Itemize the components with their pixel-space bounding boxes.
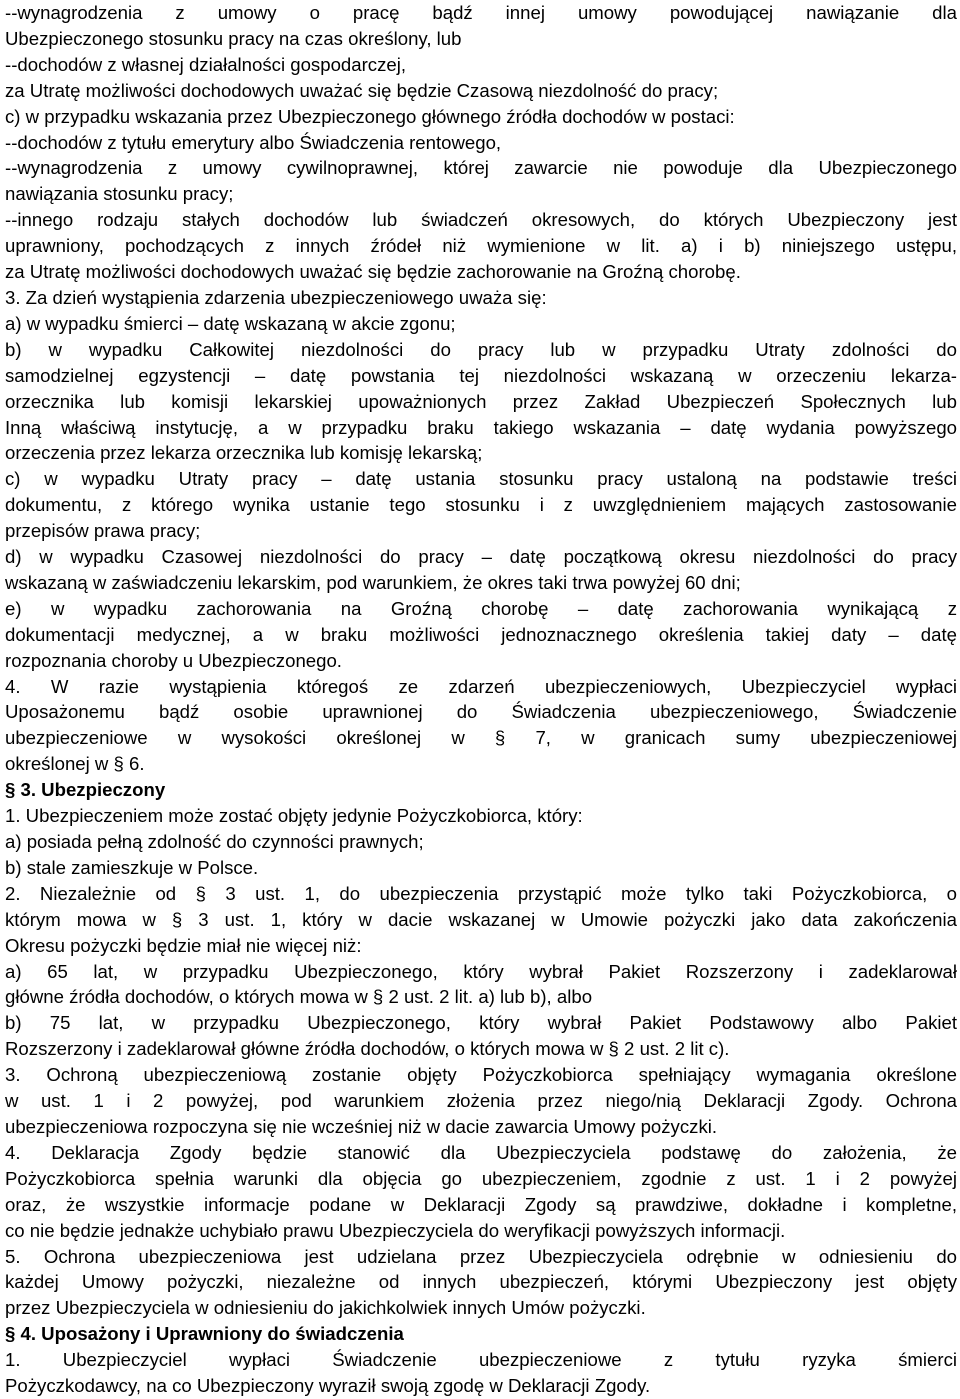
text-line: --wynagrodzenia z umowy o pracę bądź innej umowy powodującej nawiązanie dla	[5, 2, 957, 23]
text-line: oraz, że wszystkie informacje podane w Deklaracji Zgody są prawdziwe, dokładne i kompletne,	[5, 1193, 957, 1215]
text-line: --dochodów z własnej działalności gospodarczej,	[5, 53, 407, 75]
text-line: 5. Ochrona ubezpieczeniowa jest udzielana przez Ubezpieczyciela odrębnie w odniesieniu do	[5, 1245, 957, 1267]
text-line: którym mowa w § 3 ust. 1, który w dacie wskazanej w Umowie pożyczki jako data zakończenia	[5, 908, 957, 930]
text-line: 3. Za dzień wystąpienia zdarzenia ubezpieczeniowego uważa się:	[5, 286, 547, 308]
text-line: orzeczenia przez lekarza orzecznika lub komisję lekarską;	[5, 442, 483, 464]
text-line: 1. Ubezpieczeniem może zostać objęty jedynie Pożyczkobiorca, który:	[5, 805, 583, 827]
text-line: ubezpieczeniowa rozpoczyna się nie wcześniej niż w dacie zawarcia Umowy pożyczki.	[5, 1115, 718, 1137]
text-line: c) w wypadku Utraty pracy – datę ustania stosunku pracy ustaloną na podstawie treści	[5, 468, 957, 490]
text-line: w ust. 1 i 2 powyżej, pod warunkiem złożenia przez niego/nią Deklaracji Zgody. Ochrona	[5, 1090, 957, 1112]
text-line: przepisów prawa pracy;	[5, 520, 201, 542]
text-line: b) w wypadku Całkowitej niezdolności do pracy lub w przypadku Utraty zdolności do	[5, 338, 957, 360]
text-line: d) w wypadku Czasowej niezdolności do pracy – datę początkową okresu niezdolności do pracy	[5, 546, 957, 568]
text-line: e) w wypadku zachorowania na Groźną chorobę – datę zachorowania wynikającą z	[5, 597, 957, 619]
text-line: Okresu pożyczki będzie miał nie więcej niż:	[5, 934, 362, 956]
text-line: a) w wypadku śmierci – datę wskazaną w akcie zgonu;	[5, 312, 456, 334]
text-line: c) w przypadku wskazania przez Ubezpieczonego głównego źródła dochodów w postaci:	[5, 105, 735, 127]
text-line: a) 65 lat, w przypadku Ubezpieczonego, który wybrał Pakiet Rozszerzony i zadeklarował	[5, 960, 957, 982]
text-line: b) 75 lat, w przypadku Ubezpieczonego, który wybrał Pakiet Podstawowy albo Pakiet	[5, 1012, 957, 1034]
text-line: Pożyczkodawcy, na co Ubezpieczony wyraził swoją zgodę w Deklaracji Zgody.	[5, 1375, 651, 1397]
section-heading: § 4. Uposażony i Uprawniony do świadczenia	[5, 1323, 404, 1345]
text-line: Inną właściwą instytucję, a w przypadku braku takiego wskazania – datę wydania powyższego	[5, 416, 957, 438]
text-line: 1. Ubezpieczyciel wypłaci Świadczenie ubezpieczeniowe z tytułu ryzyka śmierci	[5, 1349, 957, 1371]
text-line: --innego rodzaju stałych dochodów lub świadczeń okresowych, do których Ubezpieczony jest	[5, 209, 957, 231]
text-line: za Utratę możliwości dochodowych uważać się będzie zachorowanie na Groźną chorobę.	[5, 261, 741, 283]
text-line: Rozszerzony i zadeklarował główne źródła dochodów, o których mowa w § 2 ust. 2 lit c).	[5, 1038, 730, 1060]
text-line: Uposażonemu bądź osobie uprawnionej do Świadczenia ubezpieczeniowego, Świadczenie	[5, 701, 957, 723]
text-line: przez Ubezpieczyciela w odniesieniu do jakichkolwiek innych Umów pożyczki.	[5, 1297, 646, 1319]
text-line: nawiązania stosunku pracy;	[5, 183, 234, 205]
text-line: każdej Umowy pożyczki, niezależne od innych ubezpieczeń, którymi Ubezpieczony jest objęty	[5, 1271, 957, 1293]
text-line: dokumentu, z którego wynika ustanie tego stosunku i z uwzględnieniem mających zastosowanie	[5, 494, 957, 516]
text-line: co nie będzie jednakże uchybiało prawu Ubezpieczyciela do weryfikacji powyższych informacji.	[5, 1219, 786, 1241]
text-line: Pożyczkobiorca spełnia warunki dla objęcia go ubezpieczeniem, zgodnie z ust. 1 i 2 powyżej	[5, 1167, 957, 1189]
text-line: główne źródła dochodów, o których mowa w § 2 ust. 2 lit. a) lub b), albo	[5, 986, 593, 1008]
text-line: rozpoznania choroby u Ubezpieczonego.	[5, 649, 342, 671]
text-line: orzecznika lub komisji lekarskiej upoważnionych przez Zakład Ubezpieczeń Społecznych lub	[5, 390, 957, 412]
text-line: 4. Deklaracja Zgody będzie stanowić dla Ubezpieczyciela podstawę do założenia, że	[5, 1141, 957, 1163]
text-line: 2. Niezależnie od § 3 ust. 1, do ubezpieczenia przystąpić może tylko taki Pożyczkobiorca, o	[5, 882, 957, 904]
text-line: --wynagrodzenia z umowy cywilnoprawnej, której zawarcie nie powoduje dla Ubezpieczonego	[5, 157, 957, 179]
text-line: ubezpieczeniowe w wysokości określonej w § 7, w granicach sumy ubezpieczeniowej	[5, 727, 957, 749]
text-line: 4. W razie wystąpienia któregoś ze zdarzeń ubezpieczeniowych, Ubezpieczyciel wypłaci	[5, 675, 957, 697]
text-line: a) posiada pełną zdolność do czynności prawnych;	[5, 831, 424, 852]
text-line: Ubezpieczonego stosunku pracy na czas określony, lub	[5, 27, 462, 49]
text-line: uprawniony, pochodzących z innych źródeł niż wymienione w lit. a) i b) niniejszego ustępu,	[5, 235, 957, 257]
text-line: dokumentacji medycznej, a w braku możliwości jednoznacznego określenia takiej daty – datę	[5, 623, 957, 645]
document-page	[5, 0, 957, 1399]
section-heading: § 3. Ubezpieczony	[5, 779, 166, 801]
text-line: określonej w § 6.	[5, 753, 145, 775]
text-line: za Utratę możliwości dochodowych uważać się będzie Czasową niezdolność do pracy;	[5, 79, 719, 101]
text-line: wskazaną w zaświadczeniu lekarskim, pod warunkiem, że okres taki trwa powyżej 60 dni;	[5, 571, 741, 593]
text-line: --dochodów z tytułu emerytury albo Świadczenia rentowego,	[5, 131, 502, 153]
text-line: samodzielnej egzystencji – datę powstania tej niezdolności wskazaną w orzeczeniu lekarza-	[5, 364, 957, 386]
text-line: b) stale zamieszkuje w Polsce.	[5, 856, 259, 878]
text-line: 3. Ochroną ubezpieczeniową zostanie objęty Pożyczkobiorca spełniający wymagania określone	[5, 1064, 957, 1086]
